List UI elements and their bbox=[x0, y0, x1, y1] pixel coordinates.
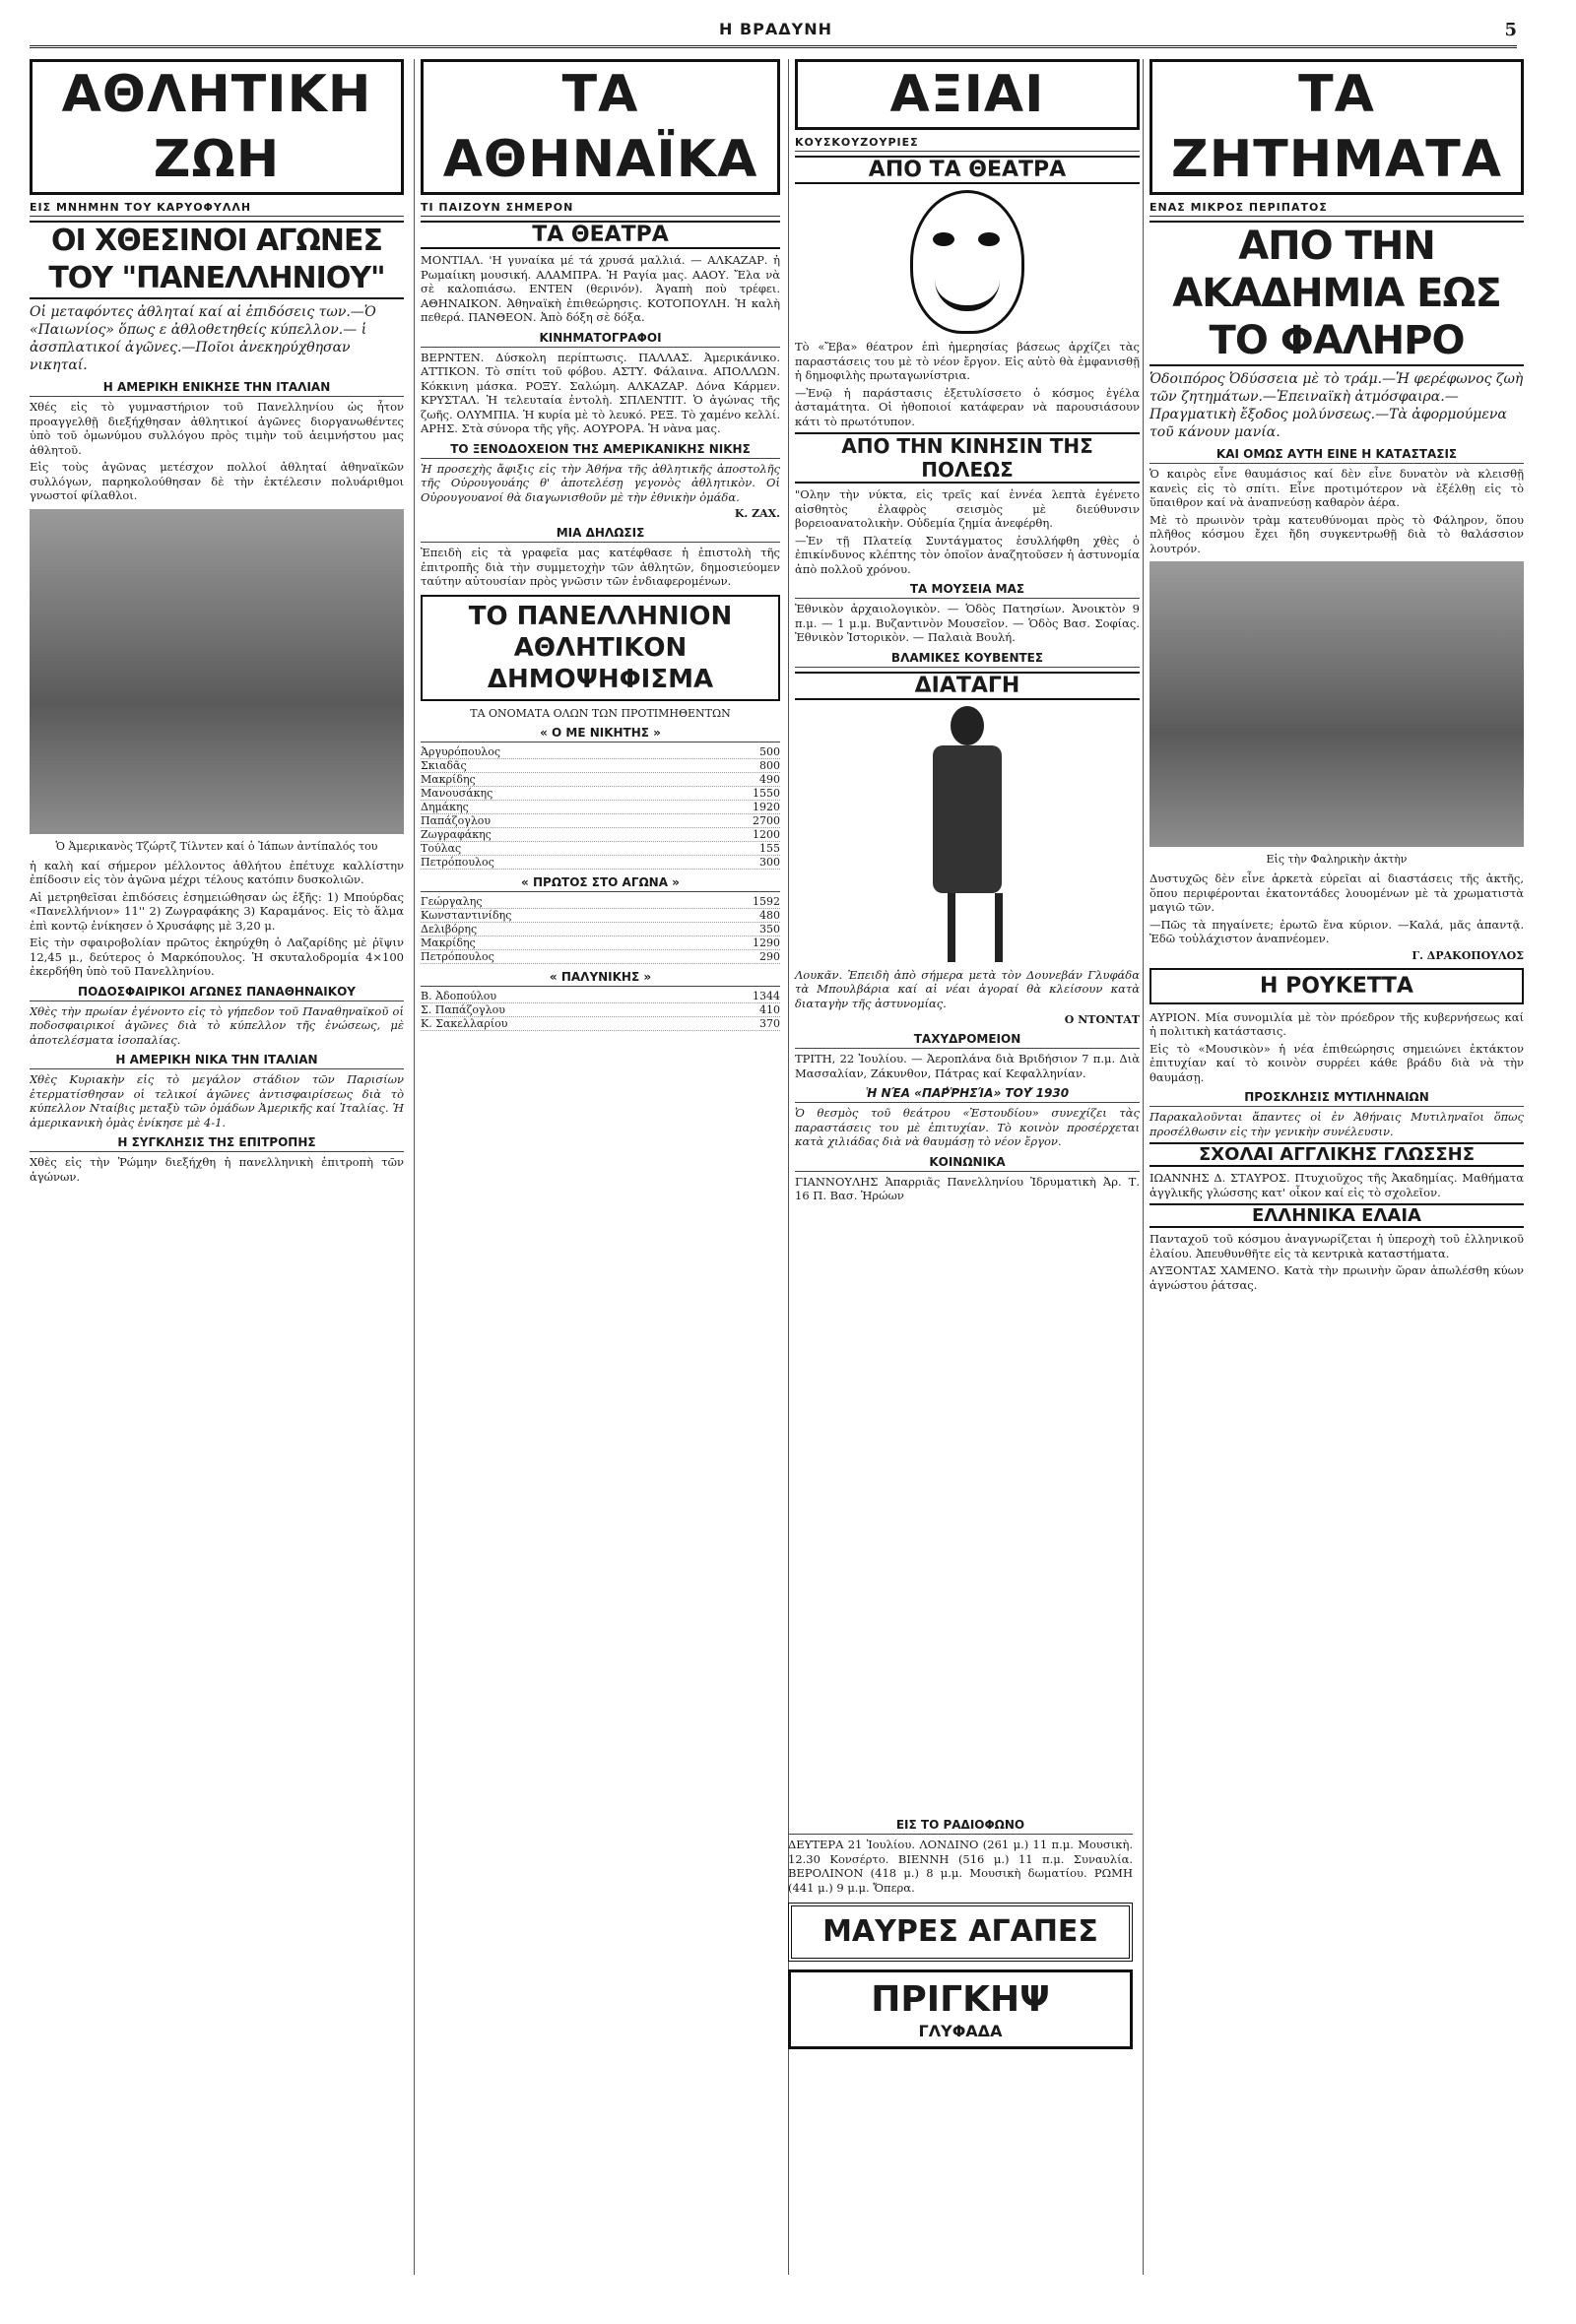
section-header-values: ΑΞΙΑΙ bbox=[795, 59, 1140, 130]
article-paragraph: —Ἐν τῇ Πλατείᾳ Συντάγματος ἐσυλλήφθη χθὲς ὁ ἐπικίνδυνος κλέπτης τὸν ὁποῖον ἀναζητοῦσεν ἡ ἀστυνομία ἀπὸ πολλοῦ χρόνου. bbox=[795, 533, 1140, 576]
section-title: ΤΑΧΥΔΡΟΜΕΙΟΝ bbox=[795, 1032, 1140, 1049]
advertisement-prigkips bbox=[788, 1969, 1133, 2049]
poll-name: Μακρίδης bbox=[421, 936, 476, 949]
poll-row bbox=[421, 814, 780, 828]
ad-title: ΠΡΙΓΚΗΨ bbox=[871, 1979, 1050, 2020]
newspaper-page bbox=[30, 59, 1524, 2275]
article-paragraph: Λουκᾶν. Ἐπειδὴ ἀπὸ σήμερα μετὰ τὸν Δουνεβάν Γλυφάδα τὰ Μπουλβάρια καί αἱ νέαι ἀγοραί θὰ κλείσουν κατὰ διαταγὴν τῆς ἀστυνομίας. bbox=[795, 967, 1140, 1010]
poll-row bbox=[421, 895, 780, 909]
poll-row bbox=[421, 1003, 780, 1017]
poll-table bbox=[421, 895, 780, 964]
column-athens bbox=[414, 59, 780, 2275]
article-paragraph: Ἡ προσεχὴς ἄφιξις εἰς τὴν Ἀθήνα τῆς ἀθλητικῆς ἀποστολῆς τῆς Οὐρουγουάης θ' ἀποτελέσῃ γεγονὸς ἀθλητικὸν. Οἱ Οὐρουγουανοί θὰ διαγωνισθοῦν μὲ τὴν ἐθνικὴν ὁμάδα. bbox=[421, 461, 780, 504]
poll-table bbox=[421, 745, 780, 870]
article-paragraph: Ὁ καιρὸς εἶνε θαυμάσιος καί δὲν εἶνε δυνατὸν νὰ κλεισθῇ κανεὶς εἰς τὸ σπίτι. Εἶνε προτιμότερον νὰ ἐξέλθῃ εἰς τὸ ὕπαιθρον καί νὰ ἀναπνεύσῃ καθαρὸν ἀέρα. bbox=[1149, 467, 1524, 509]
photo-tennis-players bbox=[30, 509, 404, 834]
section-title: ΣΧΟΛΑΙ ΑΓΓΛΙΚΗΣ ΓΛΩΣΣΗΣ bbox=[1149, 1142, 1524, 1167]
poll-row bbox=[421, 909, 780, 923]
poll-name: Σ. Παπάζογλου bbox=[421, 1002, 505, 1016]
section-title: Ἡ ΝΈΑ «ΠΑΡ̓ῬΗΣΊΑ» ΤΟΥ͂ 1930 bbox=[795, 1086, 1140, 1103]
article-paragraph: Εἰς τὴν σφαιροβολίαν πρῶτος ἐκηρύχθη ὁ Λαζαρίδης μὲ ῥῖψιν 12,45 μ., δεύτερος ὁ Μαρκόπουλος. Ἡ σκυταλοδρομία 4×100 ἐκερδήθη ὑπὸ τοῦ Πανελληνίου. bbox=[30, 936, 404, 978]
article-paragraph: Εἰς τοὺς ἀγῶνας μετέσχον πολλοί ἀθληταί ἀθηναϊκῶν συλλόγων, παρηκολούθησαν δὲ τὴν ἐκτέλεσιν πολυάριθμοι γνωστοί φίλαθλοι. bbox=[30, 460, 404, 502]
section-title: ΕΛΛΗΝΙΚΑ ΕΛΑΙΑ bbox=[1149, 1203, 1524, 1228]
signature: Κ. ΖΑΧ. bbox=[734, 507, 780, 520]
article-paragraph: ἡ καλὴ καί σήμερον μέλλοντος ἀθλήτου ἐπέτυχε καλλίστην ἐπίδοσιν εἰς τὸν ἀγῶνα μέχρι τέλους κατόπιν δυσκολιῶν. bbox=[30, 858, 404, 886]
illustration-man-figure bbox=[898, 706, 1036, 962]
section-title: ΤΟ ΞΕΝΟΔΟΧΕΙΟΝ ΤΗΣ ΑΜΕΡΙΚΑΝΙΚΗΣ ΝΙΚΗΣ bbox=[421, 442, 780, 459]
section-title: ΒΛΑΜΙΚΕΣ ΚΟΥΒΕΝΤΕΣ bbox=[795, 651, 1140, 668]
article-paragraph: ΙΩΑΝΝΗΣ Δ. ΣΤΑΥΡΟΣ. Πτυχιοῦχος τῆς Ἀκαδημίας. Μαθήματα ἀγγλικῆς γλώσσης κατ' οἶκον καί εἰς τὸ σχολεῖον. bbox=[1149, 1171, 1524, 1199]
column-sports bbox=[30, 59, 404, 2275]
article-paragraph: —Ἐνῷ ἡ παράστασις ἐξετυλίσσετο ὁ κόσμος ἐγέλα ἀσταμάτητα. Οἱ ἠθοποιοί κατάφεραν νὰ παρουσιάσουν κάτι τὸ πρωτότυπον. bbox=[795, 385, 1140, 428]
article-paragraph: Τὸ «Ἔβα» θέατρον ἐπὶ ἡμερησίας βάσεως ἀρχίζει τὰς παραστάσεις του μὲ τὸ νέον ἔργον. Εἰς αὐτὸ θὰ ἐμφανισθῇ ἡ δημοφιλὴς πρωταγωνίστρια. bbox=[795, 340, 1140, 382]
radio-and-ads bbox=[788, 1812, 1133, 2057]
poll-name: Παπάζογλου bbox=[421, 813, 492, 827]
article-paragraph: Ἐθνικὸν ἀρχαιολογικὸν. — Ὁδὸς Πατησίων. Ἀνοικτὸν 9 π.μ. — 1 μ.μ. Βυζαντινὸν Μουσεῖον. — Ὁδὸς Βασ. Σοφίας. Ἐθνικὸν Ἱστορικὸν. — Παλαιὰ Βουλή. bbox=[795, 602, 1140, 644]
poll-row bbox=[421, 842, 780, 856]
article-paragraph: Ὁ θεσμὸς τοῦ θεάτρου «Ἐστουδίου» συνεχίζει τὰς παραστάσεις του μὲ ἐπιτυχίαν. Τὸ κοινὸν προσέρχεται κατὰ χιλιάδας διὰ νὰ θαυμάσῃ τὸ νέον ἔργον. bbox=[795, 1106, 1140, 1148]
article-paragraph: "Ολην τὴν νύκτα, εἰς τρεῖς καί ἐννέα λεπτὰ ἐγένετο αἰσθητὸς ἐλαφρὸς σεισμὸς μὲ διεύθυνσιν βορειοανατολικὴν. Οὐδεμία ζημία ἀνεφέρθη. bbox=[795, 487, 1140, 530]
cinemas-heading: ΚΙΝΗΜΑΤΟΓΡΑΦΟΙ bbox=[421, 331, 780, 348]
article-paragraph: ΑΥΡΙΟΝ. Μία συνομιλία μὲ τὸν πρόεδρον τῆς κυβερνήσεως καί ἡ πολιτικὴ κατάστασις. bbox=[1149, 1009, 1524, 1038]
article-paragraph: Πανταχοῦ τοῦ κόσμου ἀναγνωρίζεται ἡ ὑπεροχὴ τοῦ ἐλληνικοῦ ἐλαίου. Ἀπευθυνθῆτε εἰς τὰ κεντρικὰ καταστήματα. bbox=[1149, 1232, 1524, 1260]
photo-caption: Εἰς τὴν Φαληρικὴν ἀκτὴν bbox=[1266, 853, 1408, 866]
poll-name: Ζωγραφάκης bbox=[421, 827, 492, 841]
poll-votes: 410 bbox=[759, 1002, 780, 1016]
poll-name: Μανουσάκης bbox=[421, 786, 493, 800]
poll-votes: 490 bbox=[759, 772, 780, 786]
poll-name: Τούλας bbox=[421, 841, 462, 855]
poll-votes: 370 bbox=[759, 1016, 780, 1030]
section-title: ΔΙΑΤΑΓΗ bbox=[795, 672, 1140, 700]
poll-row bbox=[421, 1017, 780, 1031]
poll-votes: 1290 bbox=[753, 936, 780, 949]
section-header-sports: ΑΘΛΗΤΙΚΗ ΖΩΗ bbox=[30, 59, 404, 195]
section-title: ΠΡΟΣΚΛΗΣΙΣ ΜΥΤΙΛΗΝΑΙΩΝ bbox=[1149, 1090, 1524, 1107]
article-paragraph: Μὲ τὸ πρωινὸν τρὰμ κατευθύνομαι πρὸς τὸ Φάληρον, ὅπου πλῆθος κόσμου ἔχει ἤδη συγκεντρωθῇ διὰ τὸ θαλάσσιον λουτρόν. bbox=[1149, 512, 1524, 555]
headline: ΟΙ ΧΘΕΣΙΝΟΙ ΑΓΩΝΕΣ ΤΟΥ "ΠΑΝΕΛΛΗΝΙΟΥ" bbox=[30, 221, 404, 299]
section-title: ΚΑΙ ΟΜΩΣ ΑΥΤΗ ΕΙΝΕ Η ΚΑΤΑΣΤΑΣΙΣ bbox=[1149, 447, 1524, 464]
article-paragraph: Εἰς τὸ «Μουσικὸν» ἡ νέα ἐπιθεώρησις σημειώνει ἐκτάκτον ἐπιτυχίαν καί τὸ κοινὸν συρρέει κάθε βράδυ διὰ νὰ τὴν θαυμάσῃ. bbox=[1149, 1041, 1524, 1084]
poll-votes: 1920 bbox=[753, 800, 780, 813]
poll-row bbox=[421, 856, 780, 870]
poll-row bbox=[421, 990, 780, 1003]
poll-name: Κωνσταντινίδης bbox=[421, 908, 512, 922]
section-header-issues: ΤΑ ΖΗΤΗΜΑΤΑ bbox=[1149, 59, 1524, 195]
poll-row bbox=[421, 936, 780, 950]
poll-row bbox=[421, 828, 780, 842]
poll-name: Κ. Σακελλαρίου bbox=[421, 1016, 508, 1030]
section-title: Η ΑΜΕΡΙΚΗ ΝΙΚΑ ΤΗΝ ΙΤΑΛΙΑΝ bbox=[30, 1053, 404, 1069]
subheadline: Οἱ μεταφόντες ἀθληταί καί αἱ ἐπιδόσεις των.—Ὁ «Παιωνίος» ὅπως ε ἀθλοθετηθείς κύπελλον.— ἱ ἀσσπλατικοί ἀγῶνες.—Ποῖοι ἀνεκηρύχθησαν νικηταί. bbox=[30, 304, 376, 373]
kicker: ΕΙΣ ΜΝΗΜΗΝ ΤΟΥ ΚΑΡΥΟΦΥΛΛΗ bbox=[30, 199, 404, 217]
poll-name: Σκιαδᾶς bbox=[421, 758, 467, 772]
page-number: 5 bbox=[1504, 20, 1517, 40]
masthead bbox=[30, 20, 1517, 48]
poll-name: Γεώργαλης bbox=[421, 894, 483, 908]
ad-subtitle: ΓΛΥΦΑΔΑ bbox=[918, 2022, 1003, 2040]
theatre-mask-icon bbox=[910, 190, 1024, 334]
poll-row bbox=[421, 759, 780, 773]
poll-category: « ΠΑΛΥΝΙΚΗΣ » bbox=[421, 970, 780, 987]
article-paragraph: Χθές εἰς τὸ γυμναστήριον τοῦ Πανελληνίου ὡς ἦτον προαγγελθῇ διεξήχθησαν ἀθλητικοί ἀγῶνες διοργανωθέντες ὑπὸ τοῦ ὁμωνύμου συλλόγου πρὸς τιμὴν τοῦ ἀειμνήστου μας ἀθλητοῦ. bbox=[30, 400, 404, 457]
section-title: ΠΟΔΟΣΦΑΙΡΙΚΟΙ ΑΓΩΝΕΣ ΠΑΝΑΘΗΝΑΙΚΟΥ bbox=[30, 985, 404, 1001]
poll-votes: 1344 bbox=[753, 989, 780, 1002]
article-paragraph: Αἱ μετρηθεῖσαι ἐπιδόσεις ἐσημειώθησαν ὡς ἑξῆς: 1) Μπούρδας «Πανελλήνιον» 11'' 2) Ζωγραφάκης 3) Καραμάνος. Εἰς τὸ ἅλμα ἐπὶ κοντῷ ἐνίκησεν ὁ Χρυσάφης μὲ 3,20 μ. bbox=[30, 889, 404, 933]
poll-votes: 1592 bbox=[753, 894, 780, 908]
photo-caption: Ὁ Ἀμερικανὸς Τζώρτζ Τίλντεν καί ὁ Ἰάπων ἀντίπαλός του bbox=[55, 839, 378, 853]
poll-row bbox=[421, 801, 780, 814]
theatre-listings: ΜΟΝΤΙΑΛ. 'Η γυναίκα μέ τά χρυσά μαλλιά. — ΑΛΚΑΖΑΡ. ἡ Ρωμαίικη μουσική. ΑΛΑΜΠΡΑ. Ἡ Ραγία μας. ΑΑΟΥ. Ἔλα νὰ σὲ καλοπιάσω. ΕΝΤΕΝ (θερινόν). Ἀγαπὴ ποὺ τρέφει. ΑΘΗΝΑΙΚΟΝ. Ἀθηναϊκὴ ἐπιθεώρησις. ΚΟΤΟΠΟΥΛΗ. Ἡ καλὴ πεθερά. ΠΑΝΘΕΟΝ. Ἀπὸ δόξη σὲ δόξα. bbox=[421, 253, 780, 324]
radio-listings: ΔΕΥΤΕΡΑ 21 Ἰουλίου. ΛΟΝΔΙΝΟ (261 μ.) 11 π.μ. Μουσικὴ. 12.30 Κονσέρτο. ΒΙΕΝΝΗ (516 μ.) 11 π.μ. Συναυλία. ΒΕΡΟΛΙΝΟΝ (418 μ.) 8 μ.μ. Μουσικὴ δωματίου. ΡΩΜΗ (441 μ.) 9 μ.μ. Ὄπερα. bbox=[788, 1838, 1133, 1895]
article-paragraph: Παρακαλοῦνται ἅπαντες οἱ ἐν Ἀθήναις Μυτιληναῖοι ὅπως προσέλθωσιν εἰς τὴν γενικὴν συνέλευσιν. bbox=[1149, 1110, 1524, 1138]
photo-phaleron-beach bbox=[1149, 561, 1524, 847]
poll-name: Δελιβόρης bbox=[421, 922, 478, 936]
section-title: ΤΑ ΜΟΥΣΕΙΑ ΜΑΣ bbox=[795, 582, 1140, 599]
cinema-listings: ΒΕΡΝΤΕΝ. Δύσκολη περίπτωσις. ΠΑΛΛΑΣ. Ἀμερικάνικο. ΑΤΤΙΚΟΝ. Τὸ σπίτι τοῦ φόβου. ΑΣΤΥ. Φάλαινα. ΑΠΟΛΛΩΝ. Κόκκινη μάσκα. ΡΟΞΥ. Σαλώμη. ΑΛΚΑΖΑΡ. Δόνα Κάρμεν. ΚΡΥΣΤΑΛ. Ἡ τελευταία ἐντολὴ. ΣΠΛΕΝΤΙΤ. Ὁ ἀγώνας τῆς ζωῆς. ΟΛΥΜΠΙΑ. Ἡ κυρία μὲ τὸ λευκό. ΡΕΞ. Τὸ χαμένο κελλί. ΑΡΗΣ. Στὰ σύνορα τῆς γῆς. ΑΟΥΡΟΡΑ. Ἡ νὰνα μας. bbox=[421, 350, 780, 435]
poll-votes: 350 bbox=[759, 922, 780, 936]
poll-votes: 500 bbox=[759, 744, 780, 758]
poll-name: Πετρόπουλος bbox=[421, 855, 494, 869]
kicker: ΕΝΑΣ ΜΙΚΡΟΣ ΠΕΡΙΠΑΤΟΣ bbox=[1149, 199, 1524, 217]
poll-row bbox=[421, 745, 780, 759]
poll-name: Β. Ἀδοπούλου bbox=[421, 989, 497, 1002]
poll-votes: 800 bbox=[759, 758, 780, 772]
article-paragraph: Χθὲς εἰς τὴν Ῥώμην διεξήχθη ἡ πανελληνικὴ ἐπιτροπὴ τῶν ἀγώνων. bbox=[30, 1155, 404, 1184]
poll-name: Ἀργυρόπουλος bbox=[421, 744, 501, 758]
section-title: Η ΡΟΥΚΕΤΤΑ bbox=[1149, 968, 1524, 1004]
poll-votes: 155 bbox=[759, 841, 780, 855]
article-paragraph: Ἐπειδὴ εἰς τὰ γραφεῖα μας κατέφθασε ἡ ἐπιστολὴ τῆς ἐπιτροπῆς διὰ τὴν συμμετοχὴν τῶν ἀθλητῶν, δημοσιεύομεν ταύτην αὐτουσίαν πρὸς γνῶσιν τῶν ἐνδιαφερομένων. bbox=[421, 546, 780, 588]
article-paragraph: ΑΥΞΟΝΤΑΣ ΧΑΜΕΝΟ. Κατὰ τὴν πρωινὴν ὥραν ἀπωλέσθη κύων ἀγνώστου ῥάτσας. bbox=[1149, 1263, 1524, 1292]
poll-category: « Ο ΜΕ ΝΙΚΗΤΗΣ » bbox=[421, 726, 780, 742]
advertisement-mavres-agapes: ΜΑΥΡΕΣ ΑΓΑΠΕΣ bbox=[788, 1903, 1133, 1962]
poll-name: Δημάκης bbox=[421, 800, 469, 813]
poll-votes: 1550 bbox=[753, 786, 780, 800]
article-paragraph: Δυστυχῶς δὲν εἶνε ἀρκετὰ εὐρεῖαι αἱ διαστάσεις τῆς ἀκτῆς, ὅπου περιφέρονται ἑκατοντάδες λουομένων μὲ τὰ χρωματιστὰ μαγιῶ τῶν. bbox=[1149, 872, 1524, 914]
poll-row bbox=[421, 787, 780, 801]
article-paragraph: Χθὲς τὴν πρωίαν ἐγένοντο εἰς τὸ γήπεδον τοῦ Παναθηναϊκοῦ οἱ ποδοσφαιρικοί ἀγῶνες διὰ τὸ κύπελλον τῆς ἑνώσεως, μὲ ἀποτελέσματα ἰσοπαλίας. bbox=[30, 1003, 404, 1047]
section-title: Η ΣΥΓΚΛΗΣΙΣ ΤΗΣ ΕΠΙΤΡΟΠΗΣ bbox=[30, 1135, 404, 1152]
section-title: ΜΙΑ ΔΗΛΩΣΙΣ bbox=[421, 526, 780, 543]
poll-category: « ΠΡΩΤΟΣ ΣΤΟ ΑΓΩΝΑ » bbox=[421, 875, 780, 892]
article-paragraph: ΤΡΙΤΗ, 22 Ἰουλίου. — Ἀεροπλάνα διὰ Βριδήσιον 7 π.μ. Διὰ Μασσαλίαν, Ζάκυνθον, Πάτρας καί Κεφαλληνίαν. bbox=[795, 1052, 1140, 1080]
signature: Ο ΝΤΟΝΤΑΤ bbox=[1064, 1013, 1140, 1026]
poll-votes: 290 bbox=[759, 949, 780, 963]
poll-subtitle: ΤΑ ΟΝΟΜΑΤΑ ΟΛΩΝ ΤΩΝ ΠΡΟΤΙΜΗΘΕΝΤΩΝ bbox=[470, 706, 731, 720]
article-paragraph: Χθὲς Κυριακὴν εἰς τὸ μεγάλον στάδιον τῶν Παρισίων ἐτερματίσθησαν οἱ τελικοί ἀγῶνες ἀντισφαιρίσεως διὰ τὸ κύπελλον Νταίβις μεταξὺ τῶν ὁμάδων Ἀμερικῆς καί Ἰταλίας. Ἡ ἀμερικανικὴ ὁμὰς ἐνίκησε μὲ 4-1. bbox=[30, 1072, 404, 1130]
headline: ΑΠΟ ΤΗΝ ΑΚΑΔΗΜΙΑ ΕΩΣ ΤΟ ΦΑΛΗΡΟ bbox=[1149, 221, 1524, 366]
poll-row bbox=[421, 950, 780, 964]
poll-row bbox=[421, 923, 780, 936]
poll-votes: 1200 bbox=[753, 827, 780, 841]
section-title: Η ΑΜΕΡΙΚΗ ΕΝΙΚΗΣΕ ΤΗΝ ΙΤΑΛΙΑΝ bbox=[30, 380, 404, 397]
poll-votes: 480 bbox=[759, 908, 780, 922]
poll-table bbox=[421, 990, 780, 1031]
newspaper-logo: Η ΒΡΑΔΥΝΗ bbox=[719, 20, 833, 38]
poll-row bbox=[421, 773, 780, 787]
subheadline: Ὁδοιπόρος Ὀδύσσεια μὲ τὸ τράμ.—Ἡ φερέφωνος ζωὴ τῶν ζητημάτων.—Ἐπειναϊκὴ ἀτμόσφαιρα.—Πραγματικὴ ἔξοδος μολύνσεως.—Τὰ ἀφορμούμενα τοῦ κάνουν μανία. bbox=[1149, 371, 1524, 440]
section-header-athens: ΤΑ ΑΘΗΝΑΪΚΑ bbox=[421, 59, 780, 195]
poll-name: Πετρόπουλος bbox=[421, 949, 494, 963]
poll-box-title: ΤΟ ΠΑΝΕΛΛΗΝΙΟΝ ΑΘΛΗΤΙΚΟΝ ΔΗΜΟΨΗΦΙΣΜΑ bbox=[421, 595, 780, 701]
theatres-heading: ΤΑ ΘΕΑΤΡΑ bbox=[421, 221, 780, 249]
column-issues bbox=[1143, 59, 1524, 2275]
article-paragraph: ΓΙΑΝΝΟΥΛΗΣ Ἀπαρριᾶς Πανελληνίου Ἰδρυματικὴ Ἀρ. Τ. 16 Π. Βασ. Ἡρώων bbox=[795, 1174, 1140, 1202]
section-title: ΕΙΣ ΤΟ ΡΑΔΙΟΦΩΝΟ bbox=[788, 1818, 1133, 1835]
section-title: ΚΟΙΝΩΝΙΚΑ bbox=[795, 1155, 1140, 1172]
kicker: ΚΟΥΣΚΟΥΖΟΥΡΙΕΣ bbox=[795, 134, 1140, 152]
article-paragraph: —Πῶς τὰ πηγαίνετε; ἐρωτῶ ἕνα κύριον. —Καλά, μᾶς ἀπαντᾷ. Ἐδῶ τοὐλάχιστον ἀναπνέομεν. bbox=[1149, 917, 1524, 945]
poll-votes: 300 bbox=[759, 855, 780, 869]
stage-heading: ΑΠΟ ΤΑ ΘΕΑΤΡΑ bbox=[795, 156, 1140, 184]
poll-name: Μακρίδης bbox=[421, 772, 476, 786]
kicker: ΤΙ ΠΑΙΖΟΥΝ ΣΗΜΕΡΟΝ bbox=[421, 199, 780, 217]
signature: Γ. ΔΡΑΚΟΠΟΥΛΟΣ bbox=[1412, 948, 1524, 962]
section-title: ΑΠΟ ΤΗΝ ΚΙΝΗΣΙΝ ΤΗΣ ΠΟΛΕΩΣ bbox=[795, 432, 1140, 484]
poll-votes: 2700 bbox=[753, 813, 780, 827]
